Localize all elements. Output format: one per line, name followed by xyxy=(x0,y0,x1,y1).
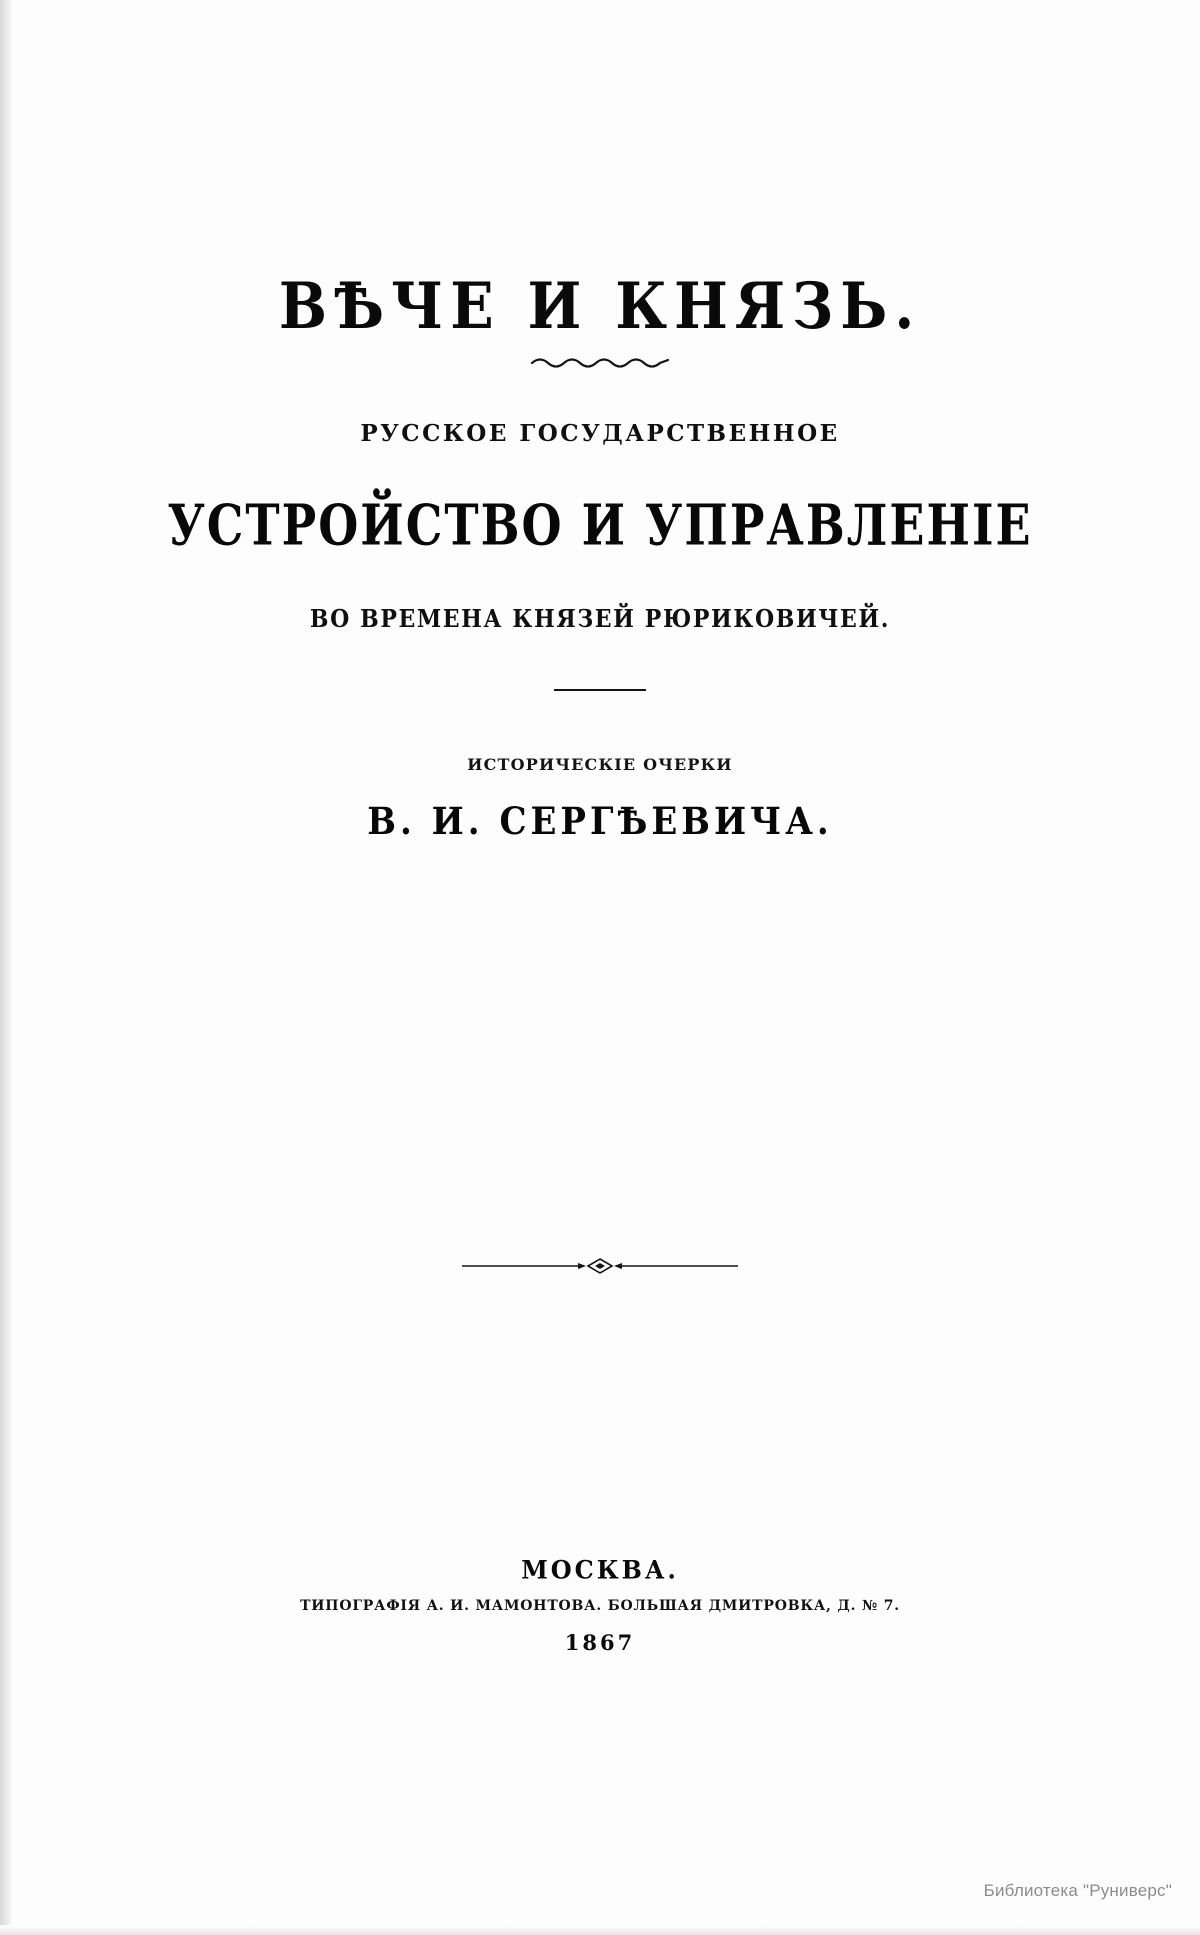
imprint-block xyxy=(0,1555,1200,1655)
horizontal-rule-ornament-icon xyxy=(554,689,646,691)
imprint-city: МОСКВА. xyxy=(521,1554,679,1585)
library-watermark: Библиотека "Руниверс" xyxy=(983,1881,1172,1900)
author-name: В. И. СЕРГѢЕВИЧА. xyxy=(367,800,833,844)
subtitle-line-1: РУССКОЕ ГОСУДАРСТВЕННОЕ xyxy=(360,420,840,447)
subtitle-line-3: ВО ВРЕМЕНА КНЯЗЕЙ РЮРИКОВИЧЕЙ. xyxy=(309,605,891,634)
wavy-divider-ornament-icon xyxy=(530,354,670,370)
imprint-year: 1867 xyxy=(564,1630,636,1655)
page-title: ВѢЧЕ И КНЯЗЬ. xyxy=(278,268,922,344)
title-block xyxy=(0,0,1200,844)
imprint-printer: ТИПОГРАФІЯ А. И. МАМОНТОВА. БОЛЬШАЯ ДМИТРОВКА, Д. № 7. xyxy=(300,1598,900,1614)
scan-edge-shadow-bottom xyxy=(0,1925,1200,1935)
diamond-divider-ornament-icon xyxy=(0,1255,1200,1277)
subtitle-line-2: УСТРОЙСТВО И УПРАВЛЕНІЕ xyxy=(167,492,1033,558)
author-label: ИСТОРИЧЕСКІЕ ОЧЕРКИ xyxy=(467,755,733,774)
